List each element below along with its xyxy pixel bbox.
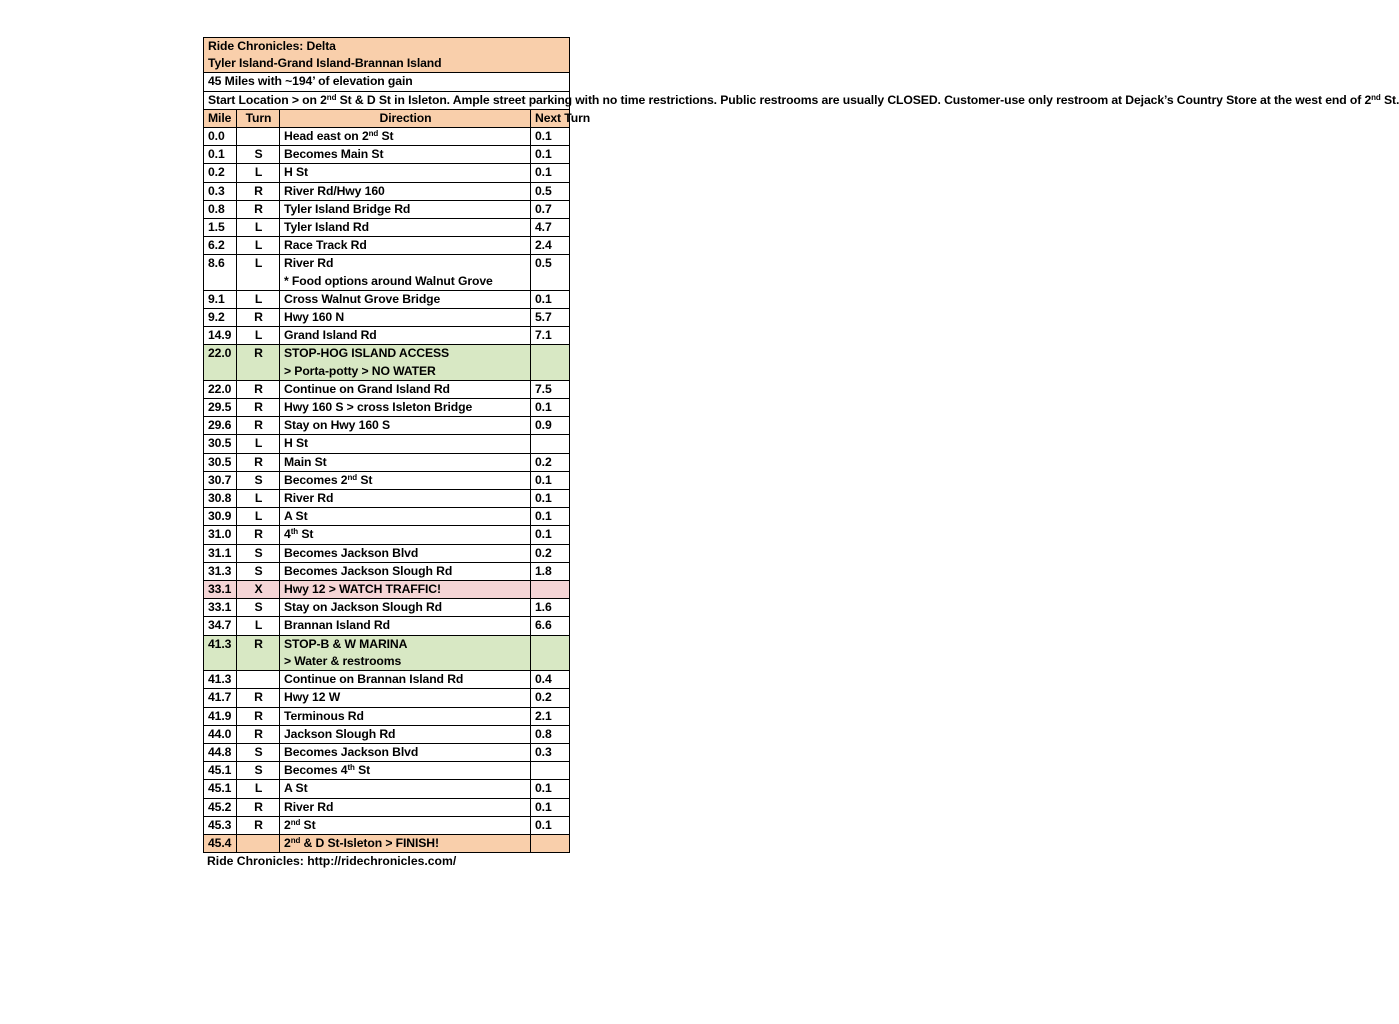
cue-mile: 1.5 bbox=[204, 219, 237, 237]
cue-direction bbox=[280, 237, 531, 255]
cue-mile: 33.1 bbox=[204, 599, 237, 617]
cue-next-turn: 7.5 bbox=[531, 380, 570, 398]
cue-mile: 0.0 bbox=[204, 128, 237, 146]
cue-next-turn: 0.1 bbox=[531, 526, 570, 544]
cue-mile: 45.4 bbox=[204, 834, 237, 852]
cue-mile: 30.8 bbox=[204, 490, 237, 508]
cue-next-turn: 0.7 bbox=[531, 200, 570, 218]
cue-direction bbox=[280, 471, 531, 489]
col-mile: Mile bbox=[204, 109, 237, 127]
route-title bbox=[204, 38, 570, 73]
cue-next-turn bbox=[531, 635, 570, 670]
cue-direction-text: Hwy 12 > WATCH TRAFFIC! bbox=[284, 582, 441, 597]
cue-row bbox=[204, 471, 570, 489]
cue-row bbox=[204, 380, 570, 398]
cue-turn: L bbox=[237, 617, 280, 635]
cue-row bbox=[204, 237, 570, 255]
cue-turn: R bbox=[237, 816, 280, 834]
cue-mile: 0.2 bbox=[204, 164, 237, 182]
cue-direction-text: 2nd St bbox=[284, 817, 316, 832]
cue-next-turn: 0.9 bbox=[531, 417, 570, 435]
cue-next-turn: 5.7 bbox=[531, 309, 570, 327]
cue-direction bbox=[280, 743, 531, 761]
cue-row bbox=[204, 834, 570, 852]
cue-direction-text: H St bbox=[284, 165, 308, 180]
cue-direction bbox=[280, 562, 531, 580]
cue-next-turn: 0.2 bbox=[531, 689, 570, 707]
cue-next-turn: 4.7 bbox=[531, 219, 570, 237]
cue-turn: L bbox=[237, 490, 280, 508]
cue-direction-text: Hwy 160 S > cross Isleton Bridge bbox=[284, 400, 473, 415]
cue-mile: 14.9 bbox=[204, 327, 237, 345]
cue-mile: 44.0 bbox=[204, 725, 237, 743]
cue-row bbox=[204, 725, 570, 743]
cue-direction bbox=[280, 290, 531, 308]
cue-row bbox=[204, 128, 570, 146]
cue-turn bbox=[237, 834, 280, 852]
cue-direction bbox=[280, 798, 531, 816]
cue-turn: R bbox=[237, 707, 280, 725]
cue-mile: 41.3 bbox=[204, 635, 237, 670]
cue-next-turn: 0.1 bbox=[531, 471, 570, 489]
cue-next-turn: 0.5 bbox=[531, 255, 570, 290]
cue-next-turn: 7.1 bbox=[531, 327, 570, 345]
cue-direction-text: Becomes Jackson Slough Rd bbox=[284, 563, 453, 578]
cue-turn: R bbox=[237, 399, 280, 417]
cue-next-turn: 6.6 bbox=[531, 617, 570, 635]
cue-direction bbox=[280, 200, 531, 218]
cue-next-turn: 0.1 bbox=[531, 780, 570, 798]
cue-mile: 30.7 bbox=[204, 471, 237, 489]
cue-mile: 41.9 bbox=[204, 707, 237, 725]
cue-mile: 9.1 bbox=[204, 290, 237, 308]
cue-row bbox=[204, 200, 570, 218]
cue-turn: R bbox=[237, 200, 280, 218]
cue-direction bbox=[280, 219, 531, 237]
cue-row bbox=[204, 417, 570, 435]
cue-row bbox=[204, 453, 570, 471]
title-line-1: Ride Chronicles: Delta bbox=[208, 39, 336, 53]
cue-direction bbox=[280, 599, 531, 617]
cue-direction bbox=[280, 689, 531, 707]
cue-mile: 30.9 bbox=[204, 508, 237, 526]
cue-direction-text: River Rd/Hwy 160 bbox=[284, 183, 385, 198]
cue-direction bbox=[280, 671, 531, 689]
cue-direction bbox=[280, 146, 531, 164]
cue-next-turn: 0.4 bbox=[531, 671, 570, 689]
cue-direction-text: Jackson Slough Rd bbox=[284, 726, 396, 741]
cue-row bbox=[204, 508, 570, 526]
cue-next-turn: 0.1 bbox=[531, 508, 570, 526]
cue-turn: X bbox=[237, 581, 280, 599]
cue-mile: 6.2 bbox=[204, 237, 237, 255]
cue-mile: 29.5 bbox=[204, 399, 237, 417]
cue-row bbox=[204, 399, 570, 417]
cue-mile: 31.3 bbox=[204, 562, 237, 580]
cue-mile: 0.1 bbox=[204, 146, 237, 164]
cue-mile: 0.8 bbox=[204, 200, 237, 218]
cue-next-turn: 0.1 bbox=[531, 490, 570, 508]
cue-direction bbox=[280, 490, 531, 508]
cue-row bbox=[204, 707, 570, 725]
cue-row bbox=[204, 255, 570, 290]
cue-next-turn: 0.1 bbox=[531, 128, 570, 146]
cue-turn bbox=[237, 128, 280, 146]
cue-row bbox=[204, 490, 570, 508]
cue-next-turn: 0.5 bbox=[531, 182, 570, 200]
cue-mile: 41.7 bbox=[204, 689, 237, 707]
cue-row bbox=[204, 309, 570, 327]
cue-mile: 9.2 bbox=[204, 309, 237, 327]
cue-mile: 30.5 bbox=[204, 435, 237, 453]
cue-row bbox=[204, 671, 570, 689]
cue-direction-text: Race Track Rd bbox=[284, 238, 367, 253]
cue-direction bbox=[280, 834, 531, 852]
cue-mile: 45.3 bbox=[204, 816, 237, 834]
cue-direction bbox=[280, 635, 531, 670]
cue-direction bbox=[280, 435, 531, 453]
cue-direction bbox=[280, 417, 531, 435]
cue-mile: 34.7 bbox=[204, 617, 237, 635]
cue-mile: 33.1 bbox=[204, 581, 237, 599]
col-next-turn: Next Turn bbox=[531, 109, 570, 127]
cue-direction-text: Continue on Brannan Island Rd bbox=[284, 672, 464, 687]
cue-next-turn: 0.1 bbox=[531, 399, 570, 417]
cue-mile: 45.2 bbox=[204, 798, 237, 816]
cue-direction-text: Main St bbox=[284, 454, 327, 469]
cue-next-turn bbox=[531, 581, 570, 599]
cue-table bbox=[203, 37, 1399, 853]
cue-next-turn bbox=[531, 834, 570, 852]
cue-turn: R bbox=[237, 309, 280, 327]
cue-next-turn bbox=[531, 345, 570, 380]
cue-direction bbox=[280, 399, 531, 417]
cue-next-turn: 0.1 bbox=[531, 798, 570, 816]
cue-direction-text: A St bbox=[284, 781, 308, 796]
cue-direction-text: River Rd bbox=[284, 491, 334, 506]
cue-turn: L bbox=[237, 508, 280, 526]
cue-direction-text: Terminous Rd bbox=[284, 708, 364, 723]
cue-turn bbox=[237, 671, 280, 689]
column-header-row bbox=[204, 109, 570, 127]
cue-direction-note: * Food options around Walnut Grove bbox=[284, 273, 493, 288]
cue-turn: R bbox=[237, 635, 280, 670]
cue-direction-text: STOP-HOG ISLAND ACCESS bbox=[284, 346, 450, 361]
cue-next-turn: 1.6 bbox=[531, 599, 570, 617]
cue-row bbox=[204, 617, 570, 635]
cue-mile: 0.3 bbox=[204, 182, 237, 200]
start-location: Start Location > on 2nd St & D St in Isleton. Ample street parking with no time restrictions. Public restrooms are usually CLOSED. Customer-use only restroom at Dejack’s Country Store at the west end of 2nd St. bbox=[204, 91, 570, 109]
cue-turn: L bbox=[237, 327, 280, 345]
cue-mile: 22.0 bbox=[204, 345, 237, 380]
cue-direction-text: Becomes Jackson Blvd bbox=[284, 545, 419, 560]
cue-direction bbox=[280, 581, 531, 599]
cue-row bbox=[204, 219, 570, 237]
cue-turn: R bbox=[237, 798, 280, 816]
cue-direction-text: Brannan Island Rd bbox=[284, 618, 390, 633]
cue-turn: S bbox=[237, 544, 280, 562]
cue-direction-text: Grand Island Rd bbox=[284, 328, 377, 343]
title-line-2: Tyler Island-Grand Island-Brannan Island bbox=[208, 56, 442, 71]
cue-turn: R bbox=[237, 526, 280, 544]
cue-turn: L bbox=[237, 164, 280, 182]
cue-mile: 29.6 bbox=[204, 417, 237, 435]
cue-direction bbox=[280, 453, 531, 471]
cue-turn: L bbox=[237, 237, 280, 255]
cue-direction-text: Continue on Grand Island Rd bbox=[284, 381, 450, 396]
cue-mile: 22.0 bbox=[204, 380, 237, 398]
cue-direction bbox=[280, 255, 531, 290]
cue-row bbox=[204, 327, 570, 345]
cue-direction-text: H St bbox=[284, 436, 308, 451]
cue-row bbox=[204, 599, 570, 617]
cue-row bbox=[204, 182, 570, 200]
cue-mile: 44.8 bbox=[204, 743, 237, 761]
cue-direction-text: Tyler Island Rd bbox=[284, 220, 369, 235]
cue-turn: L bbox=[237, 219, 280, 237]
cue-next-turn bbox=[531, 435, 570, 453]
cue-next-turn bbox=[531, 762, 570, 780]
cue-sheet bbox=[203, 37, 1399, 869]
cue-direction-text: Stay on Jackson Slough Rd bbox=[284, 600, 442, 615]
cue-turn: R bbox=[237, 417, 280, 435]
cue-direction bbox=[280, 707, 531, 725]
cue-row bbox=[204, 762, 570, 780]
cue-mile: 41.3 bbox=[204, 671, 237, 689]
cue-table-body bbox=[204, 38, 1399, 853]
cue-direction-text: 4th St bbox=[284, 527, 314, 542]
cue-direction bbox=[280, 544, 531, 562]
cue-turn: L bbox=[237, 290, 280, 308]
cue-row bbox=[204, 798, 570, 816]
cue-turn: R bbox=[237, 453, 280, 471]
cue-next-turn: 0.1 bbox=[531, 164, 570, 182]
cue-row bbox=[204, 345, 570, 380]
cue-row bbox=[204, 164, 570, 182]
cue-turn: S bbox=[237, 599, 280, 617]
cue-direction bbox=[280, 327, 531, 345]
cue-direction-text: A St bbox=[284, 509, 308, 524]
cue-direction-text: Head east on 2nd St bbox=[284, 129, 394, 143]
cue-turn: R bbox=[237, 345, 280, 380]
cue-row bbox=[204, 635, 570, 670]
cue-direction-text: 2nd & D St-Isleton > FINISH! bbox=[284, 835, 439, 850]
cue-direction bbox=[280, 762, 531, 780]
cue-row bbox=[204, 526, 570, 544]
cue-direction-text: Cross Walnut Grove Bridge bbox=[284, 291, 441, 306]
cue-row bbox=[204, 581, 570, 599]
cue-mile: 45.1 bbox=[204, 762, 237, 780]
cue-turn: L bbox=[237, 780, 280, 798]
cue-mile: 8.6 bbox=[204, 255, 237, 290]
cue-turn: S bbox=[237, 146, 280, 164]
cue-next-turn: 2.4 bbox=[531, 237, 570, 255]
cue-direction bbox=[280, 617, 531, 635]
cue-next-turn: 0.3 bbox=[531, 743, 570, 761]
cue-row bbox=[204, 290, 570, 308]
cue-turn: R bbox=[237, 182, 280, 200]
cue-direction-text: Hwy 160 N bbox=[284, 310, 345, 325]
cue-row bbox=[204, 146, 570, 164]
cue-turn: R bbox=[237, 725, 280, 743]
col-turn: Turn bbox=[237, 109, 280, 127]
cue-direction bbox=[280, 182, 531, 200]
cue-direction bbox=[280, 309, 531, 327]
cue-row bbox=[204, 435, 570, 453]
cue-next-turn: 2.1 bbox=[531, 707, 570, 725]
cue-direction-note: > Porta-potty > NO WATER bbox=[284, 363, 436, 378]
cue-mile: 45.1 bbox=[204, 780, 237, 798]
cue-direction-text: Stay on Hwy 160 S bbox=[284, 418, 391, 433]
cue-direction-text: Becomes 4th St bbox=[284, 763, 371, 778]
cue-row bbox=[204, 780, 570, 798]
cue-next-turn: 0.1 bbox=[531, 290, 570, 308]
cue-row bbox=[204, 544, 570, 562]
cue-row bbox=[204, 816, 570, 834]
cue-direction bbox=[280, 816, 531, 834]
cue-turn: R bbox=[237, 689, 280, 707]
cue-turn: R bbox=[237, 380, 280, 398]
distance-summary: 45 Miles with ~194’ of elevation gain bbox=[204, 73, 570, 91]
cue-direction bbox=[280, 780, 531, 798]
cue-direction-text: STOP-B & W MARINA bbox=[284, 636, 408, 651]
cue-direction-text: Hwy 12 W bbox=[284, 690, 341, 705]
cue-direction-text: Becomes Jackson Blvd bbox=[284, 744, 419, 759]
cue-direction bbox=[280, 526, 531, 544]
cue-direction bbox=[280, 508, 531, 526]
cue-mile: 31.1 bbox=[204, 544, 237, 562]
cue-row bbox=[204, 743, 570, 761]
footer-credit: Ride Chronicles: http://ridechronicles.com/ bbox=[207, 854, 457, 869]
cue-direction-text: River Rd bbox=[284, 799, 334, 814]
cue-turn: S bbox=[237, 471, 280, 489]
cue-direction-text: Becomes Main St bbox=[284, 147, 384, 162]
cue-direction-note: > Water & restrooms bbox=[284, 653, 402, 668]
cue-direction-text: Becomes 2nd St bbox=[284, 472, 373, 487]
cue-direction bbox=[280, 128, 531, 146]
cue-next-turn: 0.8 bbox=[531, 725, 570, 743]
cue-next-turn: 0.1 bbox=[531, 816, 570, 834]
cue-turn: S bbox=[237, 562, 280, 580]
cue-turn: S bbox=[237, 762, 280, 780]
cue-next-turn: 0.1 bbox=[531, 146, 570, 164]
cue-direction-text: River Rd bbox=[284, 256, 334, 271]
cue-row bbox=[204, 562, 570, 580]
cue-direction bbox=[280, 380, 531, 398]
cue-direction bbox=[280, 164, 531, 182]
cue-direction-text: Tyler Island Bridge Rd bbox=[284, 201, 411, 216]
cue-turn: L bbox=[237, 435, 280, 453]
cue-turn: L bbox=[237, 255, 280, 290]
cue-next-turn: 0.2 bbox=[531, 453, 570, 471]
cue-row bbox=[204, 689, 570, 707]
cue-direction bbox=[280, 345, 531, 380]
cue-mile: 31.0 bbox=[204, 526, 237, 544]
cue-direction bbox=[280, 725, 531, 743]
cue-next-turn: 1.8 bbox=[531, 562, 570, 580]
cue-next-turn: 0.2 bbox=[531, 544, 570, 562]
cue-mile: 30.5 bbox=[204, 453, 237, 471]
col-direction: Direction bbox=[280, 109, 531, 127]
cue-turn: S bbox=[237, 743, 280, 761]
